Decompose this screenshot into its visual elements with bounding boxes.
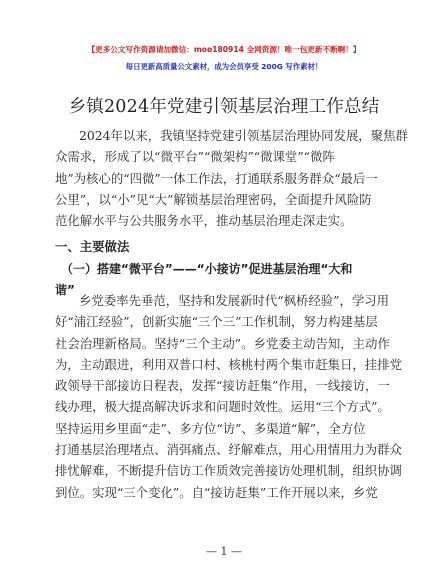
- paragraph-line: 排忧解难，不断提升信访工作质效完善接访处理机制，组织协调: [55, 463, 402, 479]
- intro-line: 2024年以来，我镇坚持党建引领基层治理协同发展，聚焦群: [79, 128, 408, 143]
- paragraph-line: 政领导干部接访日程表，发挥“接访赶集”作用，一线接访，一: [55, 378, 390, 394]
- paragraph-line: 打通基层治理堵点、消弭痛点、纾解难点，用心用情用力为群众: [55, 442, 402, 458]
- intro-paragraph: [55, 125, 408, 231]
- section-heading: 一、主要做法: [55, 239, 130, 254]
- body-paragraph: [55, 290, 402, 503]
- subsection-heading-line: 谐”: [55, 283, 75, 298]
- paragraph-line: 社会治理新格局。坚持“三个主动”。乡党委主动告知，主动作: [55, 335, 390, 351]
- promo-banner-line-1: 【更多公文写作资源请加微信：moo180914 全网资源！唯一包更新不断啊！】: [87, 45, 361, 54]
- subsection-heading-line: （一）搭建“微平台”——“小接访”促进基层治理“大和: [61, 262, 353, 276]
- paragraph-line: 线办理，极大提高解决诉求和问题时效性。运用“三个方式”。: [55, 399, 390, 415]
- paragraph-line: 乡党委率先垂范，坚持和发展新时代“枫桥经验”，学习用: [79, 293, 390, 308]
- page-number: — 1 —: [206, 545, 242, 558]
- promo-banner-line-2: 每日更新高质量公文素材，成为会员享受 200G 写作素材！: [125, 62, 323, 71]
- document-title: 乡镇2024年党建引领基层治理工作总结: [68, 97, 380, 117]
- intro-line: 范化解水平与公共服务水平，推动基层治理走深走实。: [55, 213, 353, 229]
- paragraph-line: 为，主动跟进，利用双普口村、核桃村两个集市赶集日，挂排党: [55, 356, 402, 372]
- paragraph-line: 到位。实现“三个变化”。自“接访赶集”工作开展以来，乡党: [55, 484, 378, 500]
- intro-line: 公里”，以“小”见“大”解锁基层治理密码，全面提升风险防: [55, 191, 372, 207]
- paragraph-line: 坚持运用乡里面“走”、多方位“访”、多渠道“解”，全方位: [55, 420, 366, 436]
- intro-line: 地”为核心的“四微”一体工作法，打通联系服务群众“最后一: [55, 170, 378, 186]
- paragraph-line: 好“浦江经验”，创新实施“三个三”工作机制，努力构建基层: [55, 314, 378, 330]
- intro-line: 众需求，形成了以“微平台”“微架构”“微课堂”“微阵: [55, 149, 335, 165]
